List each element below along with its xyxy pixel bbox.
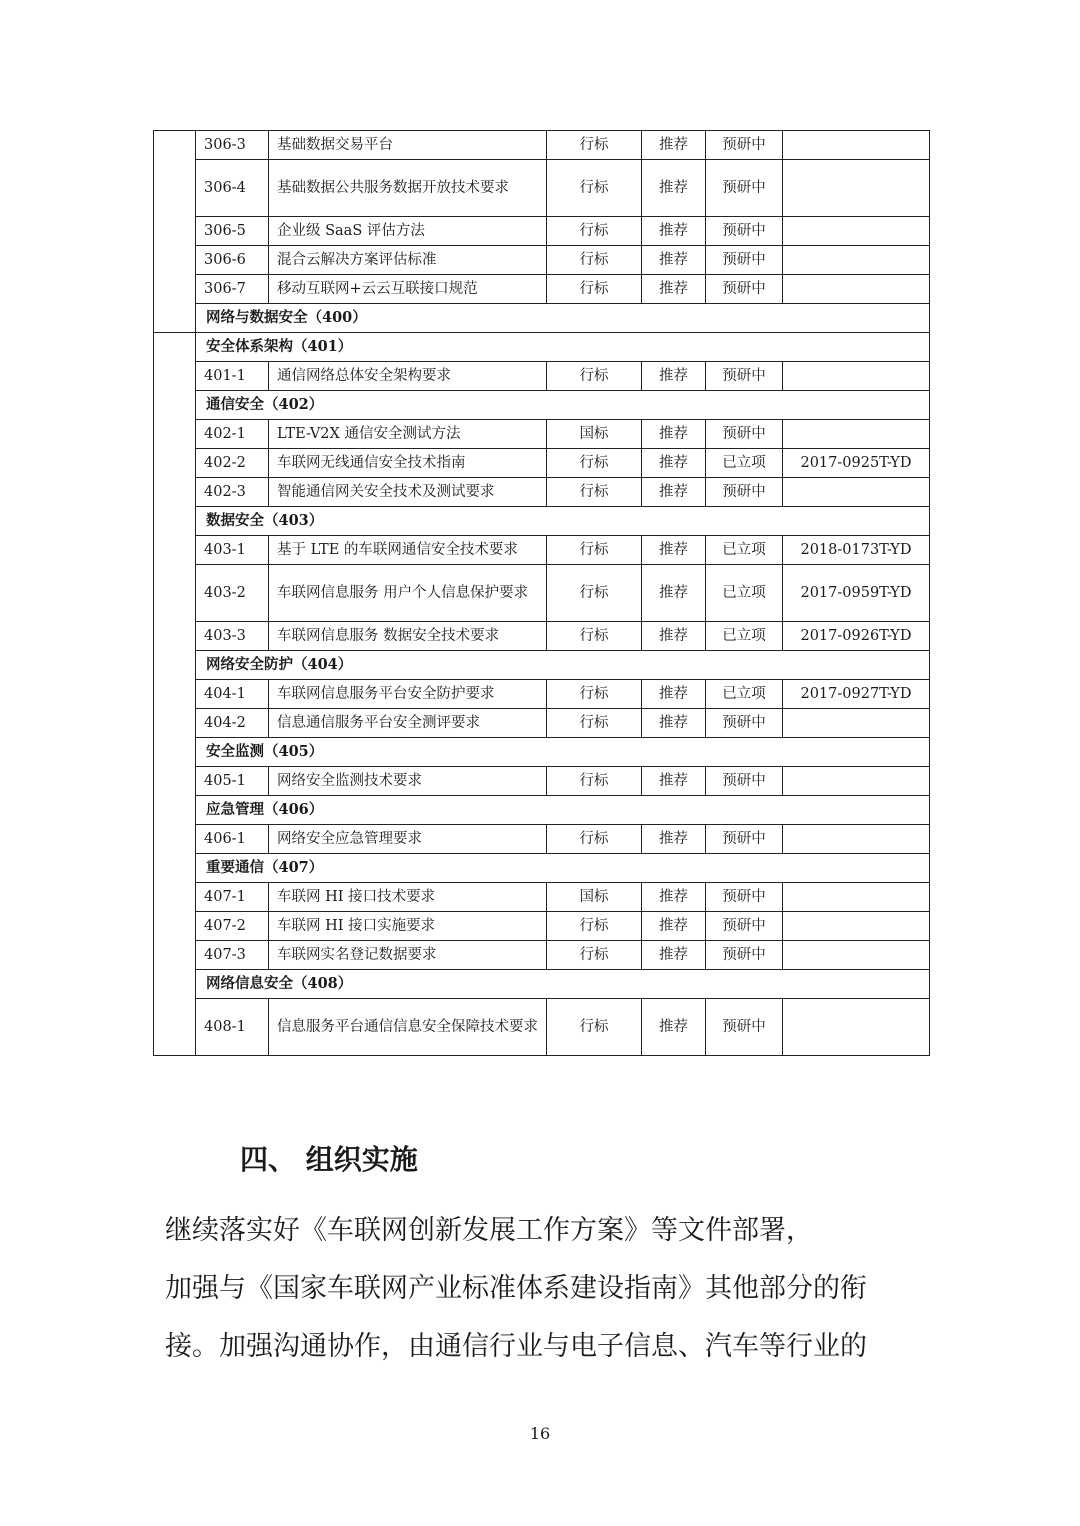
subsection-title: 重要通信（407） — [196, 854, 930, 883]
table-row — [154, 449, 930, 478]
project-cell: 2017-0926T-YD — [783, 622, 930, 651]
name-cell: 车联网 HI 接口实施要求 — [269, 912, 547, 941]
table-row — [154, 709, 930, 738]
code-cell: 404-1 — [196, 680, 269, 709]
project-cell: 2018-0173T-YD — [783, 536, 930, 565]
status-cell: 已立项 — [706, 622, 783, 651]
status-cell: 预研中 — [706, 767, 783, 796]
table-row — [154, 478, 930, 507]
type-cell: 国标 — [547, 883, 642, 912]
type-cell: 行标 — [547, 565, 642, 622]
project-cell — [783, 275, 930, 304]
table-row — [154, 217, 930, 246]
type-cell: 行标 — [547, 449, 642, 478]
name-cell: 基础数据交易平台 — [269, 131, 547, 160]
status-cell: 预研中 — [706, 478, 783, 507]
paragraph-line-1: 继续落实好《车联网创新发展工作方案》等文件部署， — [165, 1215, 813, 1246]
code-cell: 306-6 — [196, 246, 269, 275]
code-cell: 406-1 — [196, 825, 269, 854]
table-row — [154, 362, 930, 391]
status-cell: 预研中 — [706, 825, 783, 854]
project-cell — [783, 883, 930, 912]
name-cell: 网络安全应急管理要求 — [269, 825, 547, 854]
code-cell: 407-2 — [196, 912, 269, 941]
code-cell: 403-2 — [196, 565, 269, 622]
type-cell: 国标 — [547, 420, 642, 449]
nature-cell: 推荐 — [642, 825, 706, 854]
type-cell: 行标 — [547, 767, 642, 796]
project-cell — [783, 246, 930, 275]
table-row — [154, 912, 930, 941]
nature-cell: 推荐 — [642, 709, 706, 738]
code-cell: 407-3 — [196, 941, 269, 970]
type-cell: 行标 — [547, 217, 642, 246]
section-heading: 四、 组织实施 — [240, 1143, 418, 1176]
nature-cell: 推荐 — [642, 883, 706, 912]
code-cell: 306-5 — [196, 217, 269, 246]
status-cell: 预研中 — [706, 999, 783, 1056]
paragraph-line-3: 接。加强沟通协作，由通信行业与电子信息、汽车等行业的 — [165, 1331, 867, 1362]
status-cell: 预研中 — [706, 883, 783, 912]
subsection-title: 安全监测（405） — [196, 738, 930, 767]
name-cell: LTE-V2X 通信安全测试方法 — [269, 420, 547, 449]
status-cell: 预研中 — [706, 160, 783, 217]
subsection-title: 网络信息安全（408） — [196, 970, 930, 999]
nature-cell: 推荐 — [642, 680, 706, 709]
subsection-row — [154, 796, 930, 825]
type-cell: 行标 — [547, 160, 642, 217]
code-cell: 306-4 — [196, 160, 269, 217]
subsection-title: 应急管理（406） — [196, 796, 930, 825]
name-text: 车联网信息服务 用户个人信息保护要求 — [277, 585, 529, 601]
code-cell: 405-1 — [196, 767, 269, 796]
table-row — [154, 622, 930, 651]
code-cell: 401-1 — [196, 362, 269, 391]
subsection-row — [154, 854, 930, 883]
subsection-row — [154, 970, 930, 999]
status-cell: 预研中 — [706, 246, 783, 275]
table-row — [154, 883, 930, 912]
paragraph-line-2: 加强与《国家车联网产业标准体系建设指南》其他部分的衔 — [165, 1273, 867, 1304]
table-row — [154, 420, 930, 449]
nature-cell: 推荐 — [642, 449, 706, 478]
name-cell: 信息通信服务平台安全测评要求 — [269, 709, 547, 738]
project-cell: 2017-0925T-YD — [783, 449, 930, 478]
type-cell: 行标 — [547, 999, 642, 1056]
project-cell — [783, 131, 930, 160]
name-cell — [269, 565, 547, 622]
type-cell: 行标 — [547, 680, 642, 709]
name-cell: 车联网实名登记数据要求 — [269, 941, 547, 970]
nature-cell: 推荐 — [642, 131, 706, 160]
name-cell: 企业级 SaaS 评估方法 — [269, 217, 547, 246]
type-cell: 行标 — [547, 536, 642, 565]
type-cell: 行标 — [547, 275, 642, 304]
section-title: 网络与数据安全（400） — [196, 304, 930, 333]
name-cell: 车联网信息服务平台安全防护要求 — [269, 680, 547, 709]
table-row — [154, 825, 930, 854]
name-cell: 移动互联网+云云互联接口规范 — [269, 275, 547, 304]
subsection-title: 通信安全（402） — [196, 391, 930, 420]
name-cell: 车联网 HI 接口技术要求 — [269, 883, 547, 912]
nature-cell: 推荐 — [642, 275, 706, 304]
type-cell: 行标 — [547, 912, 642, 941]
project-cell — [783, 767, 930, 796]
type-cell: 行标 — [547, 709, 642, 738]
name-cell: 通信网络总体安全架构要求 — [269, 362, 547, 391]
type-cell: 行标 — [547, 478, 642, 507]
table-row — [154, 767, 930, 796]
name-cell — [269, 160, 547, 217]
code-cell: 403-1 — [196, 536, 269, 565]
status-cell: 预研中 — [706, 217, 783, 246]
project-cell — [783, 420, 930, 449]
subsection-title: 数据安全（403） — [196, 507, 930, 536]
status-cell: 预研中 — [706, 420, 783, 449]
status-cell: 预研中 — [706, 709, 783, 738]
code-cell: 402-3 — [196, 478, 269, 507]
table-row — [154, 246, 930, 275]
project-cell — [783, 999, 930, 1056]
subsection-row — [154, 507, 930, 536]
type-cell: 行标 — [547, 622, 642, 651]
subsection-row — [154, 391, 930, 420]
code-cell: 306-7 — [196, 275, 269, 304]
nature-cell: 推荐 — [642, 478, 706, 507]
code-cell: 402-2 — [196, 449, 269, 478]
code-cell: 403-3 — [196, 622, 269, 651]
subsection-title: 网络安全防护（404） — [196, 651, 930, 680]
nature-cell: 推荐 — [642, 912, 706, 941]
code-cell: 306-3 — [196, 131, 269, 160]
project-cell: 2017-0959T-YD — [783, 565, 930, 622]
status-cell: 已立项 — [706, 536, 783, 565]
table-row — [154, 275, 930, 304]
project-cell — [783, 912, 930, 941]
code-cell: 408-1 — [196, 999, 269, 1056]
status-cell: 预研中 — [706, 362, 783, 391]
type-cell: 行标 — [547, 362, 642, 391]
nature-cell: 推荐 — [642, 536, 706, 565]
name-text: 信息服务平台通信信息安全保障技术要求 — [277, 1019, 538, 1035]
status-cell: 预研中 — [706, 275, 783, 304]
indent-cell — [154, 333, 196, 1056]
name-cell: 混合云解决方案评估标准 — [269, 246, 547, 275]
name-cell — [269, 999, 547, 1056]
subsection-row — [154, 333, 930, 362]
nature-cell: 推荐 — [642, 565, 706, 622]
table-row — [154, 680, 930, 709]
project-cell — [783, 941, 930, 970]
table-row — [154, 565, 930, 622]
name-cell: 智能通信网关安全技术及测试要求 — [269, 478, 547, 507]
code-cell: 407-1 — [196, 883, 269, 912]
project-cell — [783, 709, 930, 738]
type-cell: 行标 — [547, 825, 642, 854]
table-row — [154, 160, 930, 217]
table-row — [154, 999, 930, 1056]
subsection-title: 安全体系架构（401） — [196, 333, 930, 362]
nature-cell: 推荐 — [642, 999, 706, 1056]
nature-cell: 推荐 — [642, 362, 706, 391]
name-cell: 车联网无线通信安全技术指南 — [269, 449, 547, 478]
name-cell: 车联网信息服务 数据安全技术要求 — [269, 622, 547, 651]
table-row — [154, 536, 930, 565]
code-cell: 402-1 — [196, 420, 269, 449]
project-cell: 2017-0927T-YD — [783, 680, 930, 709]
nature-cell: 推荐 — [642, 246, 706, 275]
type-cell: 行标 — [547, 131, 642, 160]
nature-cell: 推荐 — [642, 217, 706, 246]
table-body — [154, 131, 930, 1056]
project-cell — [783, 825, 930, 854]
table-row — [154, 131, 930, 160]
table-row — [154, 941, 930, 970]
nature-cell: 推荐 — [642, 420, 706, 449]
status-cell: 已立项 — [706, 449, 783, 478]
project-cell — [783, 362, 930, 391]
status-cell: 预研中 — [706, 912, 783, 941]
subsection-row — [154, 651, 930, 680]
code-cell: 404-2 — [196, 709, 269, 738]
nature-cell: 推荐 — [642, 941, 706, 970]
subsection-row — [154, 738, 930, 767]
project-cell — [783, 160, 930, 217]
nature-cell: 推荐 — [642, 160, 706, 217]
standards-table — [153, 130, 930, 1056]
name-cell: 基于 LTE 的车联网通信安全技术要求 — [269, 536, 547, 565]
project-cell — [783, 217, 930, 246]
status-cell: 预研中 — [706, 941, 783, 970]
project-cell — [783, 478, 930, 507]
name-text: 基础数据公共服务数据开放技术要求 — [277, 180, 509, 196]
page-number: 16 — [529, 1424, 551, 1443]
nature-cell: 推荐 — [642, 767, 706, 796]
status-cell: 已立项 — [706, 680, 783, 709]
status-cell: 预研中 — [706, 131, 783, 160]
indent-cell — [154, 131, 196, 333]
name-cell: 网络安全监测技术要求 — [269, 767, 547, 796]
status-cell: 已立项 — [706, 565, 783, 622]
type-cell: 行标 — [547, 246, 642, 275]
nature-cell: 推荐 — [642, 622, 706, 651]
section-row — [154, 304, 930, 333]
type-cell: 行标 — [547, 941, 642, 970]
